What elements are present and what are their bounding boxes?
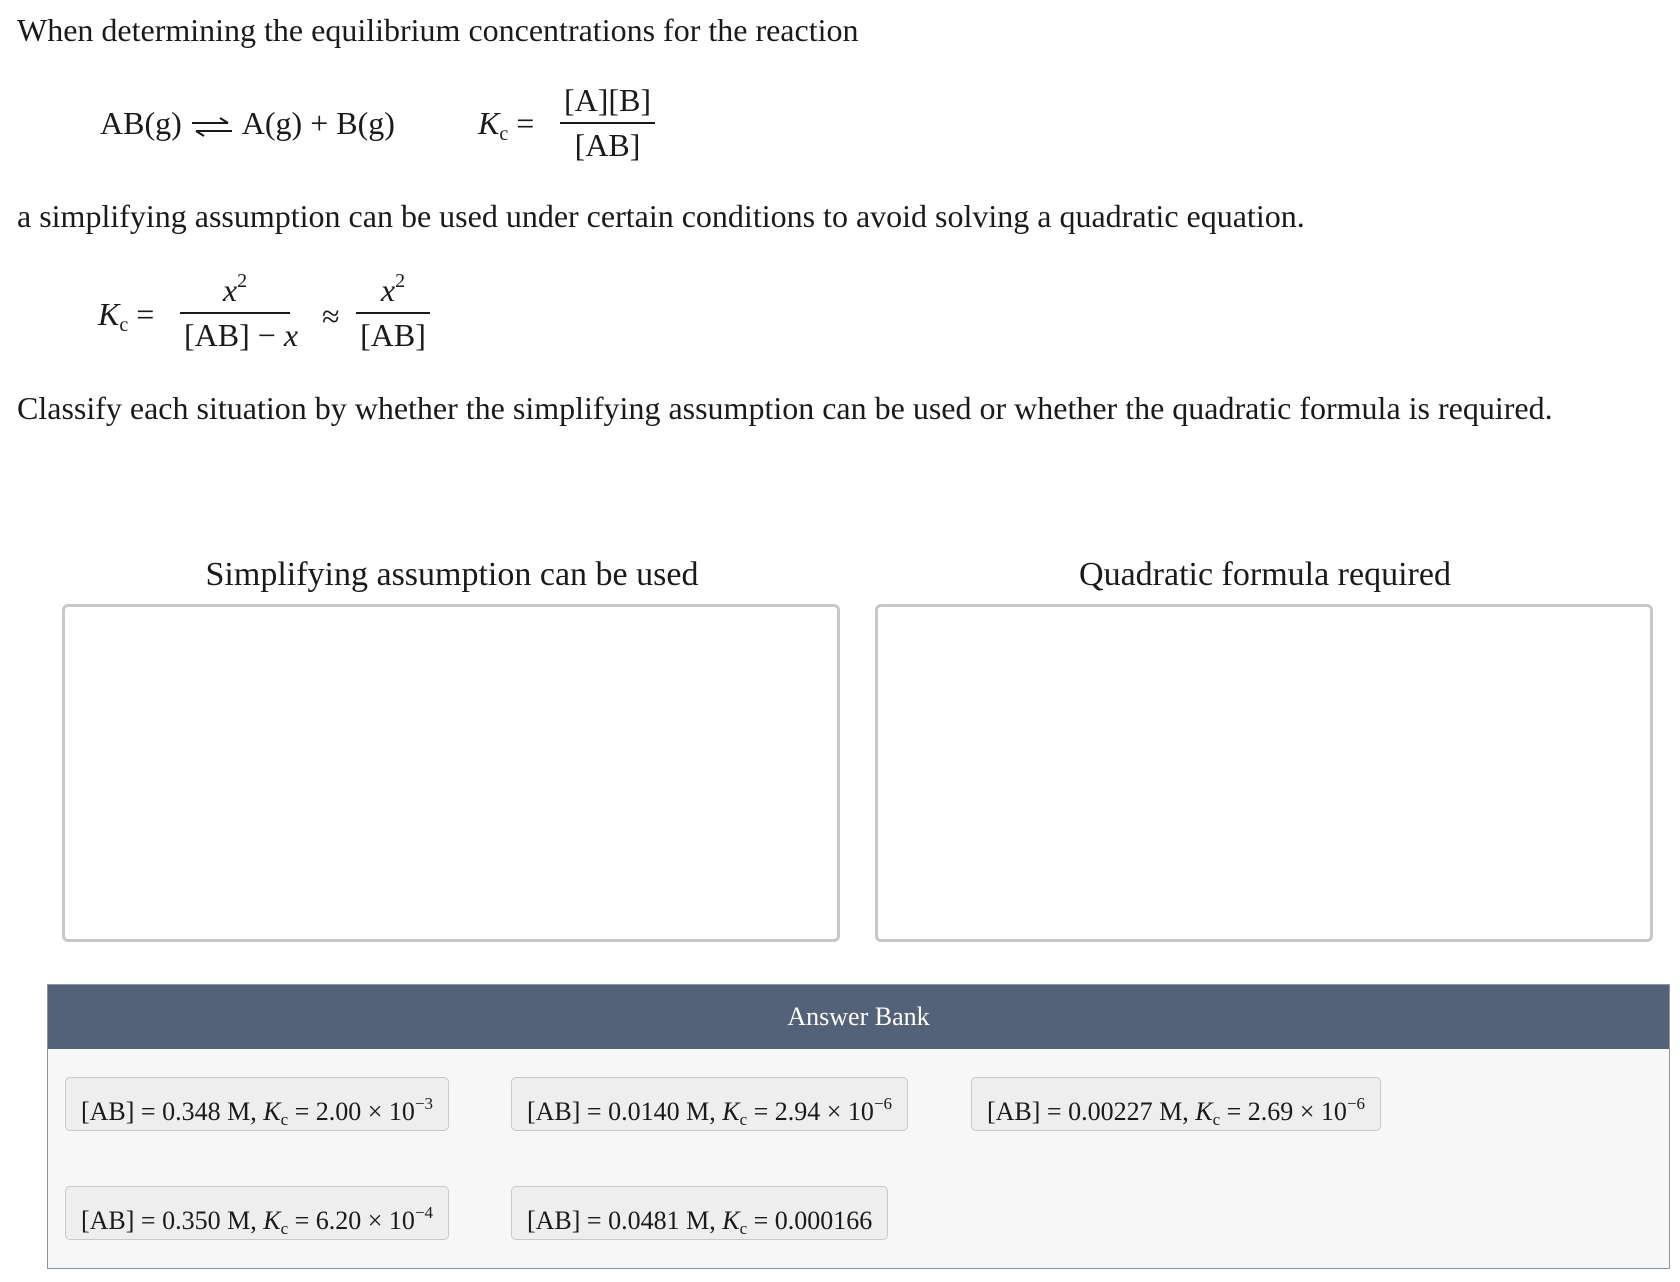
exponent: 2 xyxy=(395,270,406,292)
kc-fraction xyxy=(560,82,655,164)
equilibrium-arrows-icon xyxy=(188,115,236,139)
k-symbol: K xyxy=(722,1206,740,1235)
approx-sign: ≈ xyxy=(322,298,340,334)
denominator-text: [AB] − xyxy=(184,317,284,353)
chip-value: = 2.00 × 10 xyxy=(288,1097,415,1126)
chip-text: [AB] = 0.0481 M, xyxy=(527,1206,723,1235)
k-subscript: c xyxy=(1212,1110,1221,1129)
chip-value: = 6.20 × 10 xyxy=(288,1206,415,1235)
answer-chip[interactable] xyxy=(971,1077,1381,1131)
k-subscript: c xyxy=(280,1219,289,1238)
x-variable: x xyxy=(222,272,238,308)
chip-text: [AB] = 0.00227 M, xyxy=(987,1097,1196,1126)
k-symbol: K xyxy=(263,1097,281,1126)
k-symbol: K xyxy=(263,1206,281,1235)
approx-denominator: [AB] xyxy=(356,312,430,354)
chip-exponent: −6 xyxy=(873,1094,893,1113)
kc-expression-label xyxy=(478,105,534,146)
k-symbol: K xyxy=(722,1097,740,1126)
chip-exponent: −3 xyxy=(414,1094,434,1113)
k-symbol: K xyxy=(478,105,500,141)
bin-title-simplifying: Simplifying assumption can be used xyxy=(205,556,699,593)
chip-value: = 2.94 × 10 xyxy=(747,1097,874,1126)
equals-sign: = xyxy=(516,105,535,141)
exact-numerator xyxy=(180,270,290,312)
approx-kc-label xyxy=(98,296,154,337)
intro-text: When determining the equilibrium concentrations for the reaction xyxy=(17,12,859,48)
drop-zone-simplifying[interactable] xyxy=(62,604,840,942)
chip-text: [AB] = 0.0140 M, xyxy=(527,1097,723,1126)
exact-fraction xyxy=(180,270,299,354)
reaction-equation xyxy=(100,105,395,142)
answer-chip[interactable] xyxy=(511,1186,888,1240)
k-subscript: c xyxy=(119,314,129,336)
chip-text: [AB] = 0.348 M, xyxy=(81,1097,264,1126)
approx-fraction xyxy=(356,270,430,354)
k-subscript: c xyxy=(739,1219,748,1238)
reactant: AB(g) xyxy=(100,105,182,141)
products: A(g) + B(g) xyxy=(241,105,395,141)
chip-exponent: −4 xyxy=(414,1203,434,1222)
kc-denominator: [AB] xyxy=(560,122,655,164)
chip-exponent: −6 xyxy=(1346,1094,1366,1113)
bin-title-quadratic: Quadratic formula required xyxy=(1079,556,1451,593)
k-subscript: c xyxy=(280,1110,289,1129)
k-subscript: c xyxy=(739,1110,748,1129)
answer-chip[interactable] xyxy=(511,1077,908,1131)
answer-bank-header: Answer Bank xyxy=(48,985,1669,1049)
chip-value: = 0.000166 xyxy=(747,1206,873,1235)
classify-instructions: Classify each situation by whether the simplifying assumption can be used or whether the quadratic formula is required. xyxy=(17,390,1553,426)
chip-text: [AB] = 0.350 M, xyxy=(81,1206,264,1235)
kc-numerator: [A][B] xyxy=(564,82,652,118)
exponent: 2 xyxy=(237,270,248,292)
assumption-text: a simplifying assumption can be used under certain conditions to avoid solving a quadratic equation. xyxy=(17,198,1305,234)
k-symbol: K xyxy=(1195,1097,1213,1126)
answer-chip[interactable] xyxy=(65,1077,449,1131)
k-subscript: c xyxy=(499,123,509,145)
approx-numerator xyxy=(356,270,430,312)
equals-sign: = xyxy=(136,296,155,332)
chip-value: = 2.69 × 10 xyxy=(1220,1097,1347,1126)
side-watermark xyxy=(0,40,2,300)
exact-denominator xyxy=(180,312,299,354)
answer-chip[interactable] xyxy=(65,1186,449,1240)
drop-zone-quadratic[interactable] xyxy=(875,604,1653,942)
answer-bank xyxy=(47,984,1670,1269)
x-variable: x xyxy=(380,272,396,308)
x-variable: x xyxy=(283,317,299,353)
k-symbol: K xyxy=(98,296,120,332)
